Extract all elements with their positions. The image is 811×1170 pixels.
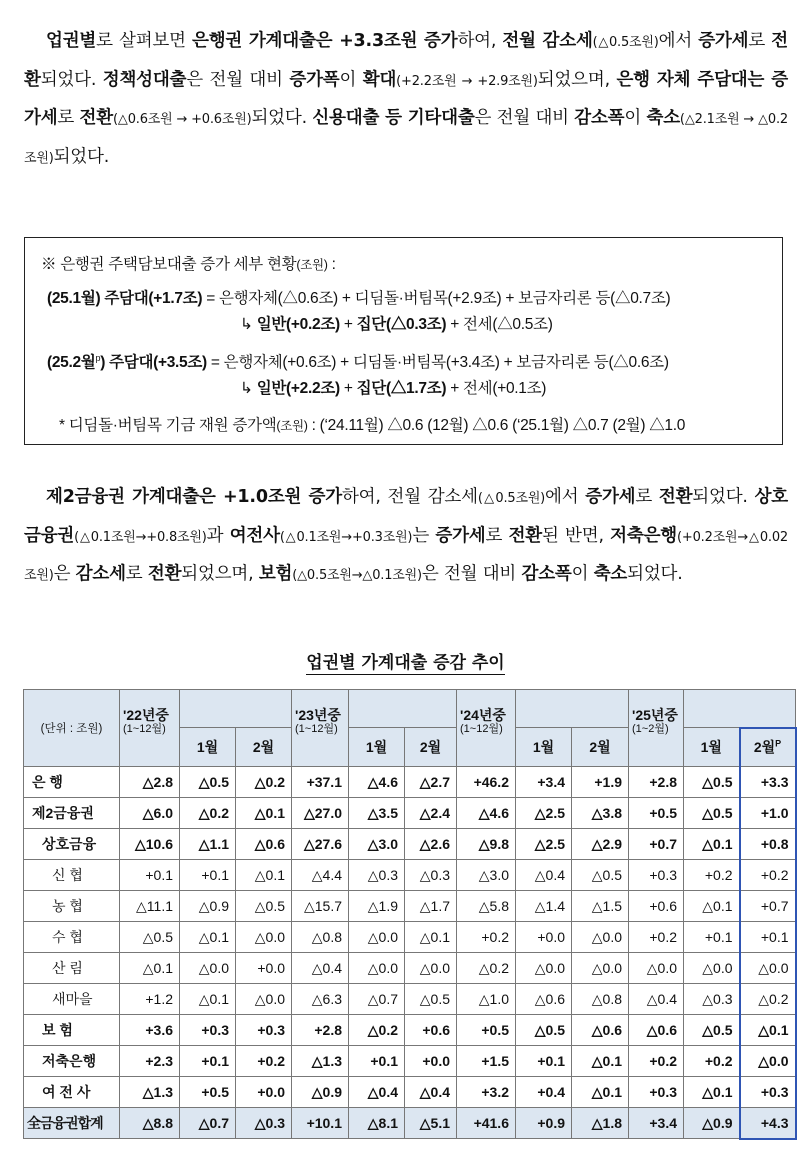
header-spacer bbox=[349, 690, 457, 728]
row-label: 수 협 bbox=[24, 922, 120, 953]
table-cell: △4.4 bbox=[292, 860, 349, 891]
text-span: 전환 bbox=[508, 525, 542, 546]
table-row bbox=[24, 953, 796, 984]
table-cell: △8.8 bbox=[120, 1108, 180, 1139]
text-span: = 은행자체(△0.6조) + 디딤돌·버팀목(+2.9조) + 보금자리론 등(△0.7조) bbox=[202, 290, 671, 307]
month-header: 2월 bbox=[572, 728, 629, 767]
table-cell: △6.0 bbox=[120, 798, 180, 829]
table-cell: +0.1 bbox=[684, 922, 740, 953]
text-span: 된 반면, bbox=[541, 525, 611, 546]
year-header bbox=[120, 690, 180, 767]
table-cell: △0.0 bbox=[572, 953, 629, 984]
table-cell: △2.4 bbox=[405, 798, 457, 829]
table-cell: +1.5 bbox=[457, 1046, 516, 1077]
table-title-text: 업권별 가계대출 증감 추이 bbox=[306, 653, 505, 673]
text-span: (25.1월) 주담대(+1.7조) bbox=[47, 290, 203, 307]
table-row bbox=[24, 1046, 796, 1077]
row-label: 저축은행 bbox=[24, 1046, 120, 1077]
table-cell: △0.3 bbox=[349, 860, 405, 891]
text-span: 확대 bbox=[362, 69, 397, 90]
table-cell: △0.5 bbox=[516, 1015, 572, 1046]
text-span: 여전사 bbox=[229, 525, 280, 546]
table-cell: △0.4 bbox=[405, 1077, 457, 1108]
text-span: (+2.2조원 → +2.9조원) bbox=[396, 73, 538, 89]
table-cell: +0.3 bbox=[629, 1077, 684, 1108]
table-cell: +0.5 bbox=[457, 1015, 516, 1046]
text-span: 되었으며, bbox=[537, 69, 617, 90]
table-cell: △0.3 bbox=[684, 984, 740, 1015]
table-row bbox=[24, 922, 796, 953]
table-cell: △0.1 bbox=[236, 798, 292, 829]
table-cell: △0.3 bbox=[405, 860, 457, 891]
table-cell: +0.2 bbox=[684, 1046, 740, 1077]
text-span: 상호금융권 bbox=[24, 487, 788, 546]
year-label: '25년중 bbox=[632, 707, 678, 723]
mortgage-detail-box bbox=[24, 237, 783, 445]
preliminary-mark: p bbox=[95, 352, 101, 363]
text-span: 일반(+0.2조) bbox=[256, 316, 340, 333]
table-row bbox=[24, 767, 796, 798]
table-cell: △2.5 bbox=[516, 798, 572, 829]
year-label: '24년중 bbox=[460, 707, 506, 723]
box-feb-line1 bbox=[47, 350, 669, 372]
box-title bbox=[41, 252, 336, 274]
text-span: 되었다. bbox=[627, 564, 683, 584]
text-span: (△2.1조원 → △0.2조원) bbox=[24, 112, 788, 166]
box-footnote bbox=[59, 413, 685, 435]
table-cell: △0.9 bbox=[180, 891, 236, 922]
table-cell: +10.1 bbox=[292, 1108, 349, 1139]
row-label: 신 협 bbox=[24, 860, 120, 891]
table-cell: △0.2 bbox=[457, 953, 516, 984]
table-cell: △0.5 bbox=[684, 1015, 740, 1046]
table-cell: +0.2 bbox=[740, 860, 796, 891]
table-cell: +1.2 bbox=[120, 984, 180, 1015]
text-span: 증가세 bbox=[435, 525, 486, 546]
table-cell: △0.1 bbox=[405, 922, 457, 953]
table-cell: +41.6 bbox=[457, 1108, 516, 1139]
table-cell: △0.5 bbox=[684, 767, 740, 798]
text-span: ↳ bbox=[240, 316, 257, 333]
table-cell: +0.6 bbox=[629, 891, 684, 922]
table-cell: △0.1 bbox=[180, 922, 236, 953]
table-cell: △9.8 bbox=[457, 829, 516, 860]
text-span: + bbox=[339, 316, 357, 333]
row-label: 상호금융 bbox=[24, 829, 120, 860]
box-jan-line1 bbox=[47, 286, 670, 308]
table-cell: +0.1 bbox=[180, 1046, 236, 1077]
text-span: (+0.2조원→△0.02조원) bbox=[24, 529, 788, 583]
row-label: 제2금융권 bbox=[24, 798, 120, 829]
table-cell: △2.5 bbox=[516, 829, 572, 860]
text-span: 은 전월 대비 bbox=[421, 564, 522, 584]
table-cell: +0.8 bbox=[740, 829, 796, 860]
table-cell: △0.1 bbox=[684, 891, 740, 922]
table-cell: +3.2 bbox=[457, 1077, 516, 1108]
table-cell: △4.6 bbox=[349, 767, 405, 798]
text-span: 전환 bbox=[79, 108, 113, 128]
text-span: 제2금융권 가계대출은 +1.0조원 증가 bbox=[46, 487, 342, 507]
table-cell: +0.1 bbox=[740, 922, 796, 953]
row-label: 농 협 bbox=[24, 891, 120, 922]
table-cell: +37.1 bbox=[292, 767, 349, 798]
paragraph-second-tier bbox=[24, 479, 788, 595]
table-cell: +0.2 bbox=[236, 1046, 292, 1077]
table-cell: +2.3 bbox=[120, 1046, 180, 1077]
table-cell: △0.2 bbox=[180, 798, 236, 829]
table-cell: △2.6 bbox=[405, 829, 457, 860]
table-cell: △0.5 bbox=[236, 891, 292, 922]
row-label: 보 험 bbox=[24, 1015, 120, 1046]
table-cell: +0.4 bbox=[516, 1077, 572, 1108]
month-header: 1월 bbox=[349, 728, 405, 767]
text-span: (△0.1조원→+0.3조원) bbox=[279, 529, 413, 545]
table-cell: +1.0 bbox=[740, 798, 796, 829]
table-cell: △3.0 bbox=[457, 860, 516, 891]
table-cell: +0.6 bbox=[405, 1015, 457, 1046]
text-span: 에서 bbox=[545, 487, 586, 507]
table-cell: △1.8 bbox=[572, 1108, 629, 1139]
text-span: * 디딤돌·버팀목 기금 재원 증가액 bbox=[59, 417, 277, 434]
table-cell: △0.7 bbox=[349, 984, 405, 1015]
table-cell: △0.0 bbox=[349, 922, 405, 953]
text-span: 일반(+2.2조) bbox=[256, 380, 340, 397]
text-span: 은행권 가계대출은 +3.3조원 증가 bbox=[192, 31, 458, 51]
table-cell: △0.8 bbox=[292, 922, 349, 953]
text-span: 로 살펴보면 bbox=[96, 31, 193, 51]
table-cell: △1.7 bbox=[405, 891, 457, 922]
row-label: 산 림 bbox=[24, 953, 120, 984]
text-span: 로 bbox=[57, 108, 80, 128]
table-cell: △3.0 bbox=[349, 829, 405, 860]
table-cell: +0.2 bbox=[684, 860, 740, 891]
table-cell: △0.6 bbox=[629, 1015, 684, 1046]
text-span: + 전세(△0.5조) bbox=[446, 316, 553, 333]
header-spacer bbox=[180, 690, 292, 728]
text-span: 축소 bbox=[646, 108, 680, 128]
table-cell: △0.1 bbox=[236, 860, 292, 891]
text-span: (조원) bbox=[276, 419, 308, 433]
year-label: '23년중 bbox=[295, 707, 341, 723]
table-cell: +3.3 bbox=[740, 767, 796, 798]
text-span: 감소폭 bbox=[574, 108, 625, 128]
table-cell: △0.6 bbox=[516, 984, 572, 1015]
table-cell: +0.1 bbox=[120, 860, 180, 891]
text-span: 전환 bbox=[147, 564, 182, 584]
table-cell: +3.4 bbox=[516, 767, 572, 798]
table-cell: △1.3 bbox=[120, 1077, 180, 1108]
year-header bbox=[457, 690, 516, 767]
table-cell: △1.0 bbox=[457, 984, 516, 1015]
table-cell: △1.9 bbox=[349, 891, 405, 922]
table-cell: △8.1 bbox=[349, 1108, 405, 1139]
year-sublabel: (1~12월) bbox=[295, 723, 338, 735]
text-span: 로 bbox=[485, 525, 509, 546]
row-label: 여 전 사 bbox=[24, 1077, 120, 1108]
box-feb-line2 bbox=[240, 376, 546, 398]
table-cell: +0.3 bbox=[236, 1015, 292, 1046]
table-cell: △15.7 bbox=[292, 891, 349, 922]
text-span: 전환 bbox=[24, 31, 788, 90]
text-span: 은행 자체 주담대는 증가세 bbox=[24, 69, 788, 128]
table-cell: +0.0 bbox=[236, 1077, 292, 1108]
table-cell: △0.4 bbox=[292, 953, 349, 984]
table-cell: △27.6 bbox=[292, 829, 349, 860]
table-cell: △1.1 bbox=[180, 829, 236, 860]
table-cell: +0.0 bbox=[236, 953, 292, 984]
text-span: (△0.5조원) bbox=[592, 35, 659, 50]
table-cell: △0.1 bbox=[684, 829, 740, 860]
text-span: 되었다. bbox=[53, 146, 110, 167]
table-row bbox=[24, 798, 796, 829]
text-span: 이 bbox=[624, 108, 647, 128]
table-cell: △0.9 bbox=[684, 1108, 740, 1139]
table-cell: +0.3 bbox=[629, 860, 684, 891]
month-header: 1월 bbox=[180, 728, 236, 767]
text-span: = 은행자체(+0.6조) + 디딤돌·버팀목(+3.4조) + 보금자리론 등(△0.6조) bbox=[206, 354, 669, 371]
month-header-current bbox=[740, 728, 796, 767]
text-span: 과 bbox=[206, 525, 230, 546]
text-span: 로 bbox=[125, 564, 148, 584]
table-cell: △4.6 bbox=[457, 798, 516, 829]
text-span: 되었다. bbox=[692, 487, 755, 507]
table-cell: +0.1 bbox=[180, 860, 236, 891]
table-cell: +0.7 bbox=[629, 829, 684, 860]
table-cell: △0.6 bbox=[572, 1015, 629, 1046]
text-span: 은 bbox=[53, 564, 76, 584]
table-cell: △1.4 bbox=[516, 891, 572, 922]
table-row bbox=[24, 1077, 796, 1108]
table-body bbox=[24, 767, 796, 1139]
text-span: 로 bbox=[748, 31, 772, 51]
table-cell: +0.0 bbox=[516, 922, 572, 953]
text-span: ↳ bbox=[240, 380, 257, 397]
table-cell: △0.7 bbox=[180, 1108, 236, 1139]
table-cell: △0.0 bbox=[629, 953, 684, 984]
text-span: 이 bbox=[571, 564, 594, 584]
table-cell: △3.8 bbox=[572, 798, 629, 829]
table-cell: △0.4 bbox=[349, 1077, 405, 1108]
box-jan-line2 bbox=[240, 312, 553, 334]
table-cell: △0.4 bbox=[516, 860, 572, 891]
text-span: 하여, bbox=[457, 31, 503, 51]
header-spacer bbox=[684, 690, 796, 728]
text-span: 업권별 bbox=[46, 31, 97, 51]
table-cell: △0.0 bbox=[236, 922, 292, 953]
table-cell: +1.9 bbox=[572, 767, 629, 798]
row-label: 全금융권합계 bbox=[24, 1108, 120, 1139]
table-row bbox=[24, 891, 796, 922]
year-label: '22년중 bbox=[123, 707, 169, 723]
table-cell: △0.0 bbox=[180, 953, 236, 984]
table-row bbox=[24, 1108, 796, 1139]
text-span: : (‘24.11월) △0.6 (12월) △0.6 (‘25.1월) △0.7 (2월) △1.0 bbox=[307, 417, 686, 434]
table-cell: △0.2 bbox=[236, 767, 292, 798]
month-label: 2월 bbox=[753, 739, 776, 756]
year-sublabel: (1~12월) bbox=[460, 723, 503, 735]
text-span: 되었다. bbox=[251, 108, 313, 128]
text-span: ※ 은행권 주택담보대출 증가 세부 현황 bbox=[41, 256, 297, 273]
table-cell: △10.6 bbox=[120, 829, 180, 860]
table-cell: △2.7 bbox=[405, 767, 457, 798]
table-row bbox=[24, 984, 796, 1015]
table-cell: △0.0 bbox=[740, 953, 796, 984]
month-header: 1월 bbox=[516, 728, 572, 767]
table-cell: △0.5 bbox=[572, 860, 629, 891]
text-span: 로 bbox=[635, 487, 659, 507]
text-span: 에서 bbox=[658, 31, 699, 51]
month-header: 1월 bbox=[684, 728, 740, 767]
text-span: 은 전월 대비 bbox=[186, 69, 290, 90]
table-cell: △1.5 bbox=[572, 891, 629, 922]
table-cell: △11.1 bbox=[120, 891, 180, 922]
text-span: 되었다. bbox=[40, 69, 103, 90]
table-cell: △0.0 bbox=[349, 953, 405, 984]
table-cell: △0.5 bbox=[684, 798, 740, 829]
month-header: 2월 bbox=[405, 728, 457, 767]
text-span: 는 bbox=[412, 525, 436, 546]
text-span: (△0.5조원→△0.1조원) bbox=[292, 568, 422, 583]
table-cell: △0.0 bbox=[684, 953, 740, 984]
table-cell: △5.1 bbox=[405, 1108, 457, 1139]
table-cell: △0.2 bbox=[740, 984, 796, 1015]
text-span: 이 bbox=[339, 69, 363, 90]
table-cell: +0.2 bbox=[457, 922, 516, 953]
text-span: 감소폭 bbox=[521, 564, 572, 584]
text-span: 되었으며, bbox=[181, 564, 259, 584]
text-span: 감소세 bbox=[75, 564, 126, 584]
header-spacer bbox=[516, 690, 629, 728]
table-cell: △0.9 bbox=[292, 1077, 349, 1108]
table-cell: △0.1 bbox=[180, 984, 236, 1015]
table-row bbox=[24, 829, 796, 860]
table-cell: △27.0 bbox=[292, 798, 349, 829]
table-cell: △0.0 bbox=[236, 984, 292, 1015]
text-span: + bbox=[339, 380, 357, 397]
year-header bbox=[292, 690, 349, 767]
table-cell: △0.0 bbox=[516, 953, 572, 984]
table-cell: △2.9 bbox=[572, 829, 629, 860]
row-label: 은 행 bbox=[24, 767, 120, 798]
text-span: (△0.1조원→+0.8조원) bbox=[74, 529, 207, 545]
table-cell: +0.3 bbox=[180, 1015, 236, 1046]
table-cell: +0.5 bbox=[629, 798, 684, 829]
table-cell: △0.8 bbox=[572, 984, 629, 1015]
text-span: (조원) bbox=[296, 258, 328, 272]
table-cell: △0.3 bbox=[236, 1108, 292, 1139]
table-cell: △0.1 bbox=[684, 1077, 740, 1108]
text-span: 하여, 전월 감소세 bbox=[341, 487, 478, 507]
table-cell: +3.6 bbox=[120, 1015, 180, 1046]
table-cell: △0.1 bbox=[740, 1015, 796, 1046]
text-span: 축소 bbox=[593, 564, 628, 584]
table-cell: +0.7 bbox=[740, 891, 796, 922]
table-cell: △5.8 bbox=[457, 891, 516, 922]
table-row bbox=[24, 860, 796, 891]
text-span: 증가폭 bbox=[289, 69, 340, 90]
text-span: ) 주담대(+3.5조) bbox=[100, 354, 207, 371]
table-cell: +2.8 bbox=[292, 1015, 349, 1046]
text-span: 정책성대출 bbox=[102, 69, 187, 90]
table-cell: △0.5 bbox=[180, 767, 236, 798]
year-sublabel: (1~2월) bbox=[632, 723, 669, 735]
table-cell: △0.5 bbox=[120, 922, 180, 953]
preliminary-mark: P bbox=[775, 738, 782, 749]
table-cell: △0.6 bbox=[236, 829, 292, 860]
table-title bbox=[0, 648, 811, 673]
table-cell: +0.0 bbox=[405, 1046, 457, 1077]
table-cell: +3.4 bbox=[629, 1108, 684, 1139]
table-cell: +4.3 bbox=[740, 1108, 796, 1139]
table-row bbox=[24, 1015, 796, 1046]
text-span: 신용대출 등 기타대출 bbox=[312, 108, 475, 128]
table-cell: △1.3 bbox=[292, 1046, 349, 1077]
table-cell: +0.2 bbox=[629, 922, 684, 953]
text-span: 보험 bbox=[258, 564, 293, 584]
table-cell: +0.9 bbox=[516, 1108, 572, 1139]
loan-change-table bbox=[23, 689, 797, 1140]
table-cell: △6.3 bbox=[292, 984, 349, 1015]
table-cell: +2.8 bbox=[629, 767, 684, 798]
text-span: (25.2월 bbox=[47, 354, 96, 371]
year-header bbox=[629, 690, 684, 767]
text-span: 전환 bbox=[658, 487, 693, 507]
text-span: 증가세 bbox=[585, 487, 636, 507]
table-cell: +0.1 bbox=[516, 1046, 572, 1077]
text-span: 집단(△1.7조) bbox=[356, 380, 447, 397]
text-span: (△0.6조원 → +0.6조원) bbox=[112, 112, 252, 127]
text-span: (△0.5조원) bbox=[477, 491, 546, 506]
table-cell: △3.5 bbox=[349, 798, 405, 829]
text-span: 증가세 bbox=[698, 31, 749, 51]
table-cell: △0.1 bbox=[120, 953, 180, 984]
text-span: 저축은행 bbox=[610, 525, 677, 546]
table-cell: △0.5 bbox=[405, 984, 457, 1015]
table-cell: △0.0 bbox=[405, 953, 457, 984]
table-cell: △0.2 bbox=[349, 1015, 405, 1046]
table-cell: +0.3 bbox=[740, 1077, 796, 1108]
month-header: 2월 bbox=[236, 728, 292, 767]
year-sublabel: (1~12월) bbox=[123, 723, 166, 735]
table-cell: +0.1 bbox=[349, 1046, 405, 1077]
paragraph-bank-loans bbox=[24, 23, 788, 177]
unit-header: (단위 : 조원) bbox=[24, 690, 120, 767]
table-cell: +0.5 bbox=[180, 1077, 236, 1108]
table-cell: △0.0 bbox=[740, 1046, 796, 1077]
text-span: 은 전월 대비 bbox=[474, 108, 575, 128]
text-span: + 전세(+0.1조) bbox=[446, 380, 547, 397]
row-label: 새마을 bbox=[24, 984, 120, 1015]
text-span: 전월 감소세 bbox=[502, 31, 593, 51]
table-cell: △0.1 bbox=[572, 1046, 629, 1077]
text-span: 집단(△0.3조) bbox=[356, 316, 447, 333]
table-cell: △0.0 bbox=[572, 922, 629, 953]
table-cell: △0.4 bbox=[629, 984, 684, 1015]
table-cell: +46.2 bbox=[457, 767, 516, 798]
table-cell: △2.8 bbox=[120, 767, 180, 798]
table-cell: △0.1 bbox=[572, 1077, 629, 1108]
text-span: : bbox=[327, 256, 336, 273]
table-cell: +0.2 bbox=[629, 1046, 684, 1077]
